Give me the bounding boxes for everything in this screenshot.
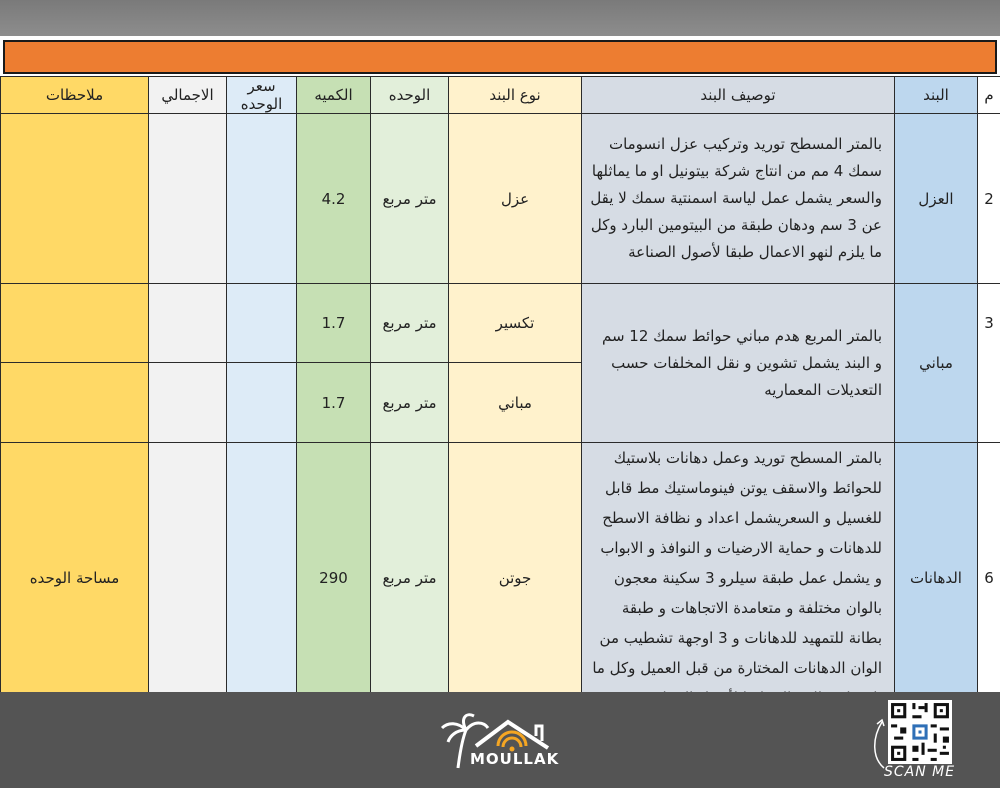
- item-type-cell: عزل: [449, 114, 582, 284]
- header-notes: ملاحظات: [1, 77, 149, 114]
- quantity-cell: 290: [297, 443, 371, 714]
- number-cell: 3: [978, 284, 1000, 443]
- unit-price-cell: [227, 114, 297, 284]
- quantity-cell: 1.7: [297, 363, 371, 443]
- description-cell: بالمتر المسطح توريد وتركيب عزل انسومات سمك 4 مم من انتاج شركة بيتونيل او ما يماثلها والسعر يشمل عمل لياسة اسمنتية سمك لا يقل عن 3 سم ودهان طبقة من البيتومين البارد وكل ما يلزم لنهو الاعمال طبقا لأصول الصناعة: [582, 114, 895, 284]
- item-cell: مباني: [895, 284, 978, 443]
- qr-code-icon[interactable]: [888, 700, 952, 764]
- header-unit-price: سعر الوحده: [227, 77, 297, 114]
- header-quantity: الكميه: [297, 77, 371, 114]
- table-header-row: [1, 77, 1000, 114]
- notes-cell: [1, 284, 149, 363]
- total-cell: [149, 284, 227, 363]
- header-description: توصيف البند: [582, 77, 895, 114]
- top-bar: [0, 0, 1000, 36]
- item-cell: الدهانات: [895, 443, 978, 714]
- table-row: [1, 114, 1000, 284]
- unit-cell: متر مربع: [371, 363, 449, 443]
- header-item: البند: [895, 77, 978, 114]
- notes-cell: [1, 114, 149, 284]
- boq-table: [0, 76, 1000, 714]
- table-row: [1, 284, 1000, 363]
- table-row: [1, 443, 1000, 714]
- number-cell: 6: [978, 443, 1000, 714]
- brand-name: MOULLAK: [470, 750, 560, 768]
- moullak-logo-icon: [436, 712, 566, 778]
- unit-price-cell: [227, 443, 297, 714]
- unit-price-cell: [227, 363, 297, 443]
- item-cell: العزل: [895, 114, 978, 284]
- number-cell: 2: [978, 114, 1000, 284]
- item-type-cell: تكسير: [449, 284, 582, 363]
- total-cell: [149, 114, 227, 284]
- header-number: م: [978, 77, 1000, 114]
- quantity-cell: 1.7: [297, 284, 371, 363]
- notes-cell: [1, 363, 149, 443]
- item-type-cell: مباني: [449, 363, 582, 443]
- header-unit: الوحده: [371, 77, 449, 114]
- description-cell: بالمتر المربع هدم مباني حوائط سمك 12 سم و البند يشمل تشوين و نقل المخلفات حسب التعديلات المعماريه: [582, 284, 895, 443]
- curved-arrow-icon: [868, 712, 888, 772]
- unit-price-cell: [227, 284, 297, 363]
- header-total: الاجمالي: [149, 77, 227, 114]
- total-cell: [149, 363, 227, 443]
- scan-me-label: SCAN ME: [884, 764, 956, 780]
- orange-title-band: [3, 40, 997, 74]
- unit-cell: متر مربع: [371, 443, 449, 714]
- quantity-cell: 4.2: [297, 114, 371, 284]
- total-cell: [149, 443, 227, 714]
- item-type-cell: جوتن: [449, 443, 582, 714]
- notes-cell: مساحة الوحده: [1, 443, 149, 714]
- header-item-type: نوع البند: [449, 77, 582, 114]
- unit-cell: متر مربع: [371, 114, 449, 284]
- unit-cell: متر مربع: [371, 284, 449, 363]
- description-cell: بالمتر المسطح توريد وعمل دهانات بلاستيك للحوائط والاسقف يوتن فينوماستيك مط قابل للغسيل و السعريشمل اعداد و نظافة الاسطح للدهانات و حماية الارضيات و النوافذ و الابواب و يشمل عمل طبقة سيلرو 3 سكينة معجون بالوان مختلفة و متعامدة الاتجاهات و طبقة بطانة للتمهيد للدهانات و 3 اوجهة تشطيب من الوان الدهانات المختارة من قبل العميل وكل ما: [582, 443, 895, 714]
